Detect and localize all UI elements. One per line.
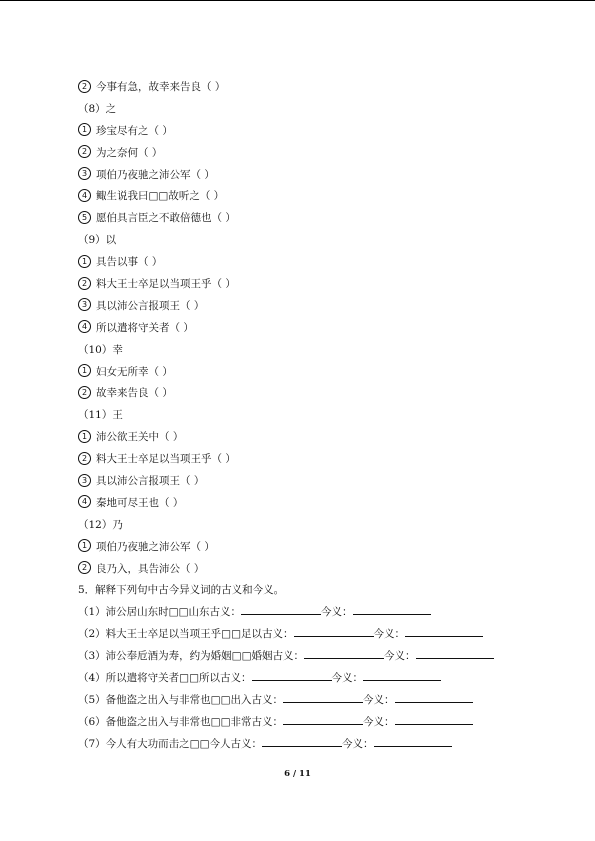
option-text: 所以遣将守关者（ ） bbox=[96, 321, 194, 334]
blank-modern-meaning[interactable] bbox=[353, 602, 431, 615]
blank-ancient-meaning[interactable] bbox=[241, 602, 321, 615]
option-text: 珍宝尽有之（ ） bbox=[96, 124, 173, 137]
option-text: 料大王士卒足以当项王乎（ ） bbox=[96, 278, 236, 291]
fill-prompt: （7）今人有大功而击之□□今人古义： bbox=[78, 737, 263, 750]
option-line bbox=[78, 77, 558, 99]
option-text: 鲰生说我曰□□故听之（ ） bbox=[96, 190, 225, 203]
blank-ancient-meaning[interactable] bbox=[283, 690, 363, 703]
option-text: 为之奈何（ ） bbox=[96, 146, 163, 159]
option-line bbox=[78, 537, 558, 559]
blank-modern-meaning[interactable] bbox=[363, 668, 441, 681]
option-line bbox=[78, 252, 558, 274]
option-text: 具告以事（ ） bbox=[96, 256, 163, 269]
fill-prompt: （6）备他盗之出入与非常也□□非常古义： bbox=[78, 715, 284, 728]
fill-mid-label: 今义： bbox=[363, 715, 395, 728]
option-text: 沛公欲王关中（ ） bbox=[96, 431, 184, 444]
option-line bbox=[78, 186, 558, 208]
fill-line bbox=[78, 712, 558, 734]
circled-number: 1 bbox=[78, 539, 91, 552]
circled-number: 2 bbox=[78, 145, 91, 158]
section-heading: 5．解释下列句中古今异义词的古义和今义。 bbox=[78, 584, 285, 597]
option-line bbox=[78, 493, 558, 515]
question-heading: （11）王 bbox=[78, 409, 123, 422]
fill-prompt: （1）沛公居山东时□□山东古义： bbox=[78, 606, 242, 619]
option-text: 愿伯具言臣之不敢倍德也（ ） bbox=[96, 212, 236, 225]
option-line bbox=[78, 296, 558, 318]
fill-prompt: （5）备他盗之出入与非常也□□出入古义： bbox=[78, 693, 284, 706]
circled-number: 2 bbox=[78, 80, 91, 93]
blank-ancient-meaning[interactable] bbox=[262, 734, 342, 747]
blank-modern-meaning[interactable] bbox=[405, 624, 483, 637]
fill-line bbox=[78, 646, 558, 668]
option-line bbox=[78, 471, 558, 493]
blank-modern-meaning[interactable] bbox=[374, 734, 452, 747]
option-line bbox=[78, 427, 558, 449]
question-heading: （10）幸 bbox=[78, 343, 123, 356]
fill-prompt: （2）料大王士卒足以当项王乎□□足以古义： bbox=[78, 628, 294, 641]
blank-modern-meaning[interactable] bbox=[416, 646, 494, 659]
fill-mid-label: 今义： bbox=[342, 737, 374, 750]
option-line bbox=[78, 274, 558, 296]
header-rule bbox=[0, 0, 595, 1]
circled-number: 1 bbox=[78, 255, 91, 268]
option-line bbox=[78, 318, 558, 340]
blank-modern-meaning[interactable] bbox=[395, 690, 473, 703]
circled-number: 1 bbox=[78, 123, 91, 136]
circled-number: 3 bbox=[78, 167, 91, 180]
option-line bbox=[78, 143, 558, 165]
fill-prompt: （3）沛公奉卮酒为寿，约为婚姻□□婚姻古义： bbox=[78, 650, 305, 663]
circled-number: 4 bbox=[78, 189, 91, 202]
fill-prompt: （4）所以遣将守关者□□所以古义： bbox=[78, 672, 252, 685]
blank-ancient-meaning[interactable] bbox=[252, 668, 332, 681]
fill-line bbox=[78, 734, 558, 756]
circled-number: 2 bbox=[78, 277, 91, 290]
fill-mid-label: 今义： bbox=[321, 606, 353, 619]
option-line bbox=[78, 559, 558, 581]
blank-ancient-meaning[interactable] bbox=[304, 646, 384, 659]
option-text: 良乃入，具告沛公（ ） bbox=[96, 562, 205, 575]
circled-number: 3 bbox=[78, 474, 91, 487]
option-text: 妇女无所幸（ ） bbox=[96, 365, 173, 378]
fill-mid-label: 今义： bbox=[384, 650, 416, 663]
blank-modern-meaning[interactable] bbox=[395, 712, 473, 725]
option-text: 项伯乃夜驰之沛公军（ ） bbox=[96, 540, 215, 553]
option-line bbox=[78, 165, 558, 187]
option-line bbox=[78, 383, 558, 405]
circled-number: 2 bbox=[78, 561, 91, 574]
circled-number: 2 bbox=[78, 452, 91, 465]
fill-mid-label: 今义： bbox=[331, 672, 364, 685]
circled-number: 4 bbox=[78, 320, 91, 333]
option-line bbox=[78, 121, 558, 143]
circled-number: 1 bbox=[78, 430, 91, 443]
circled-number: 5 bbox=[78, 211, 91, 224]
circled-number: 4 bbox=[78, 495, 91, 508]
blank-ancient-meaning[interactable] bbox=[283, 712, 363, 725]
option-text: 具以沛公言报项王（ ） bbox=[96, 299, 205, 312]
question-heading: （9）以 bbox=[78, 234, 117, 247]
page-content bbox=[78, 77, 558, 756]
fill-line bbox=[78, 690, 558, 712]
fill-line bbox=[78, 624, 558, 646]
question-heading: （8）之 bbox=[78, 102, 117, 115]
option-text: 项伯乃夜驰之沛公军（ ） bbox=[96, 168, 215, 181]
option-line bbox=[78, 362, 558, 384]
circled-number: 1 bbox=[78, 364, 91, 377]
fill-line bbox=[78, 602, 558, 624]
circled-number: 2 bbox=[78, 386, 91, 399]
blank-ancient-meaning[interactable] bbox=[294, 624, 374, 637]
fill-mid-label: 今义： bbox=[363, 693, 395, 706]
option-text: 今事有急，故幸来告良（ ） bbox=[96, 81, 226, 93]
option-text: 秦地可尽王也（ ） bbox=[96, 496, 184, 509]
option-text: 具以沛公言报项王（ ） bbox=[96, 475, 205, 488]
option-line bbox=[78, 449, 558, 471]
circled-number: 3 bbox=[78, 298, 91, 311]
fill-line bbox=[78, 668, 558, 690]
page-number: 6 / 11 bbox=[284, 769, 311, 779]
fill-mid-label: 今义： bbox=[373, 628, 406, 641]
option-text: 料大王士卒足以当项王乎（ ） bbox=[96, 453, 236, 466]
option-line bbox=[78, 208, 558, 230]
question-heading: （12）乃 bbox=[78, 518, 123, 531]
option-text: 故幸来告良（ ） bbox=[96, 387, 173, 400]
